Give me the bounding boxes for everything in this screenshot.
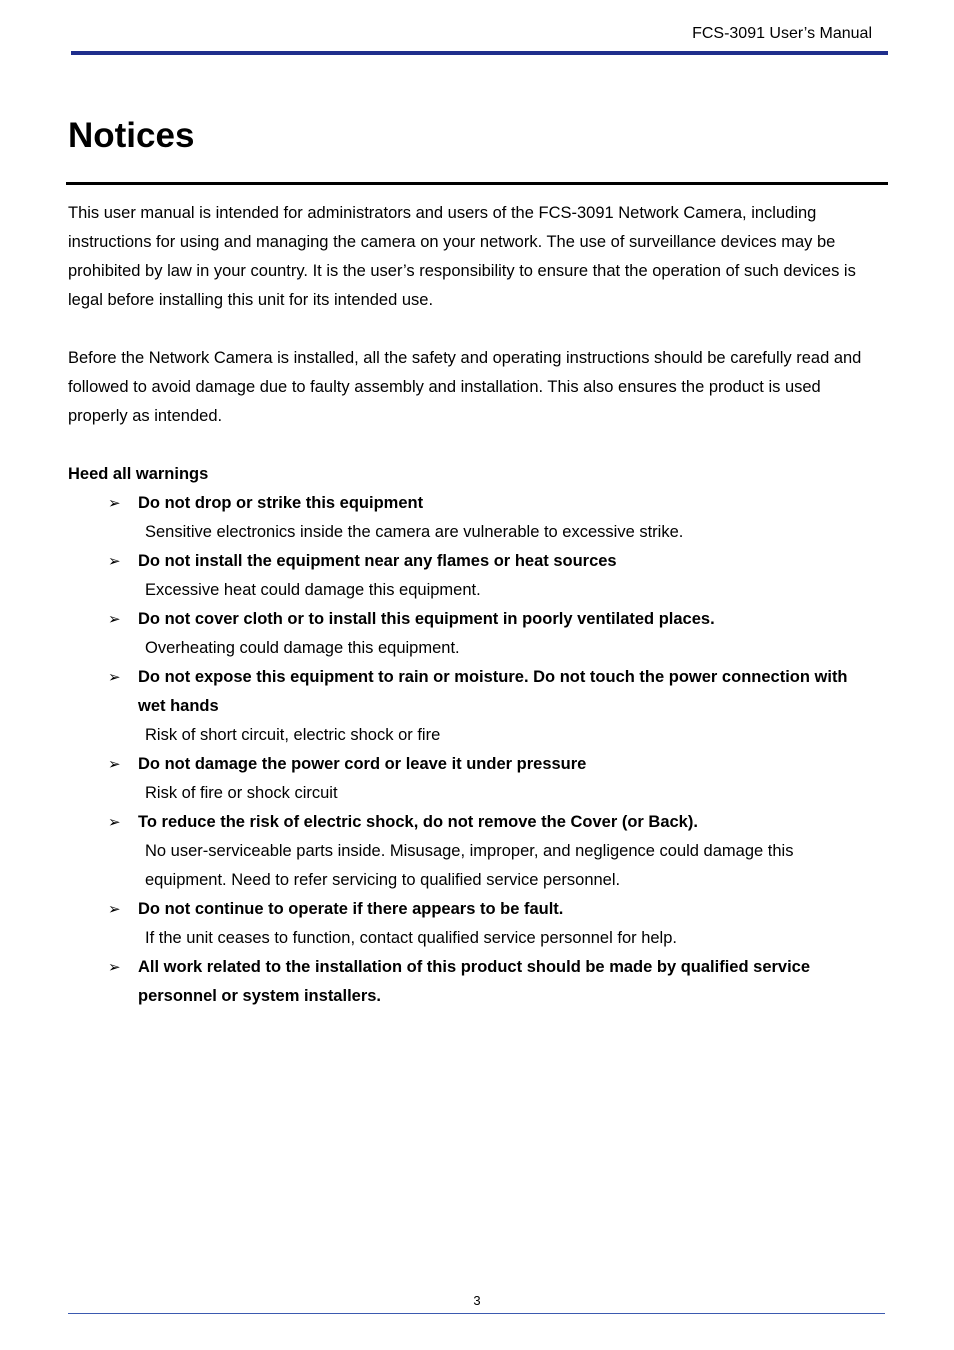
warning-item	[68, 953, 874, 1011]
paragraph-gap	[68, 431, 874, 460]
arrow-bullet-icon: ➢	[108, 495, 121, 512]
intro-paragraph-1: This user manual is intended for administrators and users of the FCS-3091 Network Camera, including instructions for using and managing the camera on your network. The use of surveillance devices may be prohibited by law in your country. It is the user’s responsibility to ensure that the operation of such devices is legal before installing this unit for its intended use.	[68, 204, 856, 309]
arrow-bullet-icon: ➢	[108, 611, 121, 628]
warning-description: Risk of short circuit, electric shock or fire	[145, 726, 441, 744]
warning-description: Sensitive electronics inside the camera are vulnerable to excessive strike.	[145, 523, 684, 541]
warnings-list	[68, 489, 874, 1011]
warning-title: Do not damage the power cord or leave it under pressure	[138, 755, 587, 773]
title-rule	[66, 182, 888, 185]
warning-item	[68, 808, 874, 895]
warning-title: Do not install the equipment near any flames or heat sources	[138, 552, 617, 570]
warning-item	[68, 605, 874, 663]
warning-item	[68, 895, 874, 953]
footer-rule	[68, 1313, 885, 1314]
warning-description: Risk of fire or shock circuit	[145, 784, 338, 802]
page-content	[68, 199, 874, 1011]
intro-paragraph-2: Before the Network Camera is installed, all the safety and operating instructions should be carefully read and followed to avoid damage due to faulty assembly and installation. This also ensures the product is used properly as intended.	[68, 349, 862, 425]
arrow-bullet-icon: ➢	[108, 901, 121, 918]
warning-title: To reduce the risk of electric shock, do not remove the Cover (or Back).	[138, 813, 698, 831]
page-number: 3	[473, 1293, 481, 1308]
page-title: Notices	[68, 116, 195, 155]
arrow-bullet-icon: ➢	[108, 756, 121, 773]
warning-title: Do not drop or strike this equipment	[138, 494, 424, 512]
arrow-bullet-icon: ➢	[108, 814, 121, 831]
warning-item	[68, 750, 874, 808]
warning-description: Overheating could damage this equipment.	[145, 639, 460, 657]
warning-title: Do not continue to operate if there appears to be fault.	[138, 900, 564, 918]
running-header: FCS-3091 User’s Manual	[692, 25, 872, 42]
warnings-heading: Heed all warnings	[68, 465, 209, 483]
header-rule	[71, 51, 888, 55]
arrow-bullet-icon: ➢	[108, 553, 121, 570]
arrow-bullet-icon: ➢	[108, 959, 121, 976]
paragraph-gap	[68, 315, 874, 344]
arrow-bullet-icon: ➢	[108, 669, 121, 686]
warning-description: No user-serviceable parts inside. Misusage, improper, and negligence could damage this equipment. Need to refer servicing to qualified service personnel.	[145, 842, 794, 889]
warning-item	[68, 489, 874, 547]
warning-description: If the unit ceases to function, contact qualified service personnel for help.	[145, 929, 677, 947]
warning-item	[68, 663, 874, 750]
warning-title: Do not cover cloth or to install this equipment in poorly ventilated places.	[138, 610, 715, 628]
warning-description: Excessive heat could damage this equipment.	[145, 581, 481, 599]
warning-title: All work related to the installation of this product should be made by qualified service personnel or system installers.	[138, 958, 811, 1005]
warning-title: Do not expose this equipment to rain or moisture. Do not touch the power connection with wet hands	[138, 668, 848, 715]
warning-item	[68, 547, 874, 605]
